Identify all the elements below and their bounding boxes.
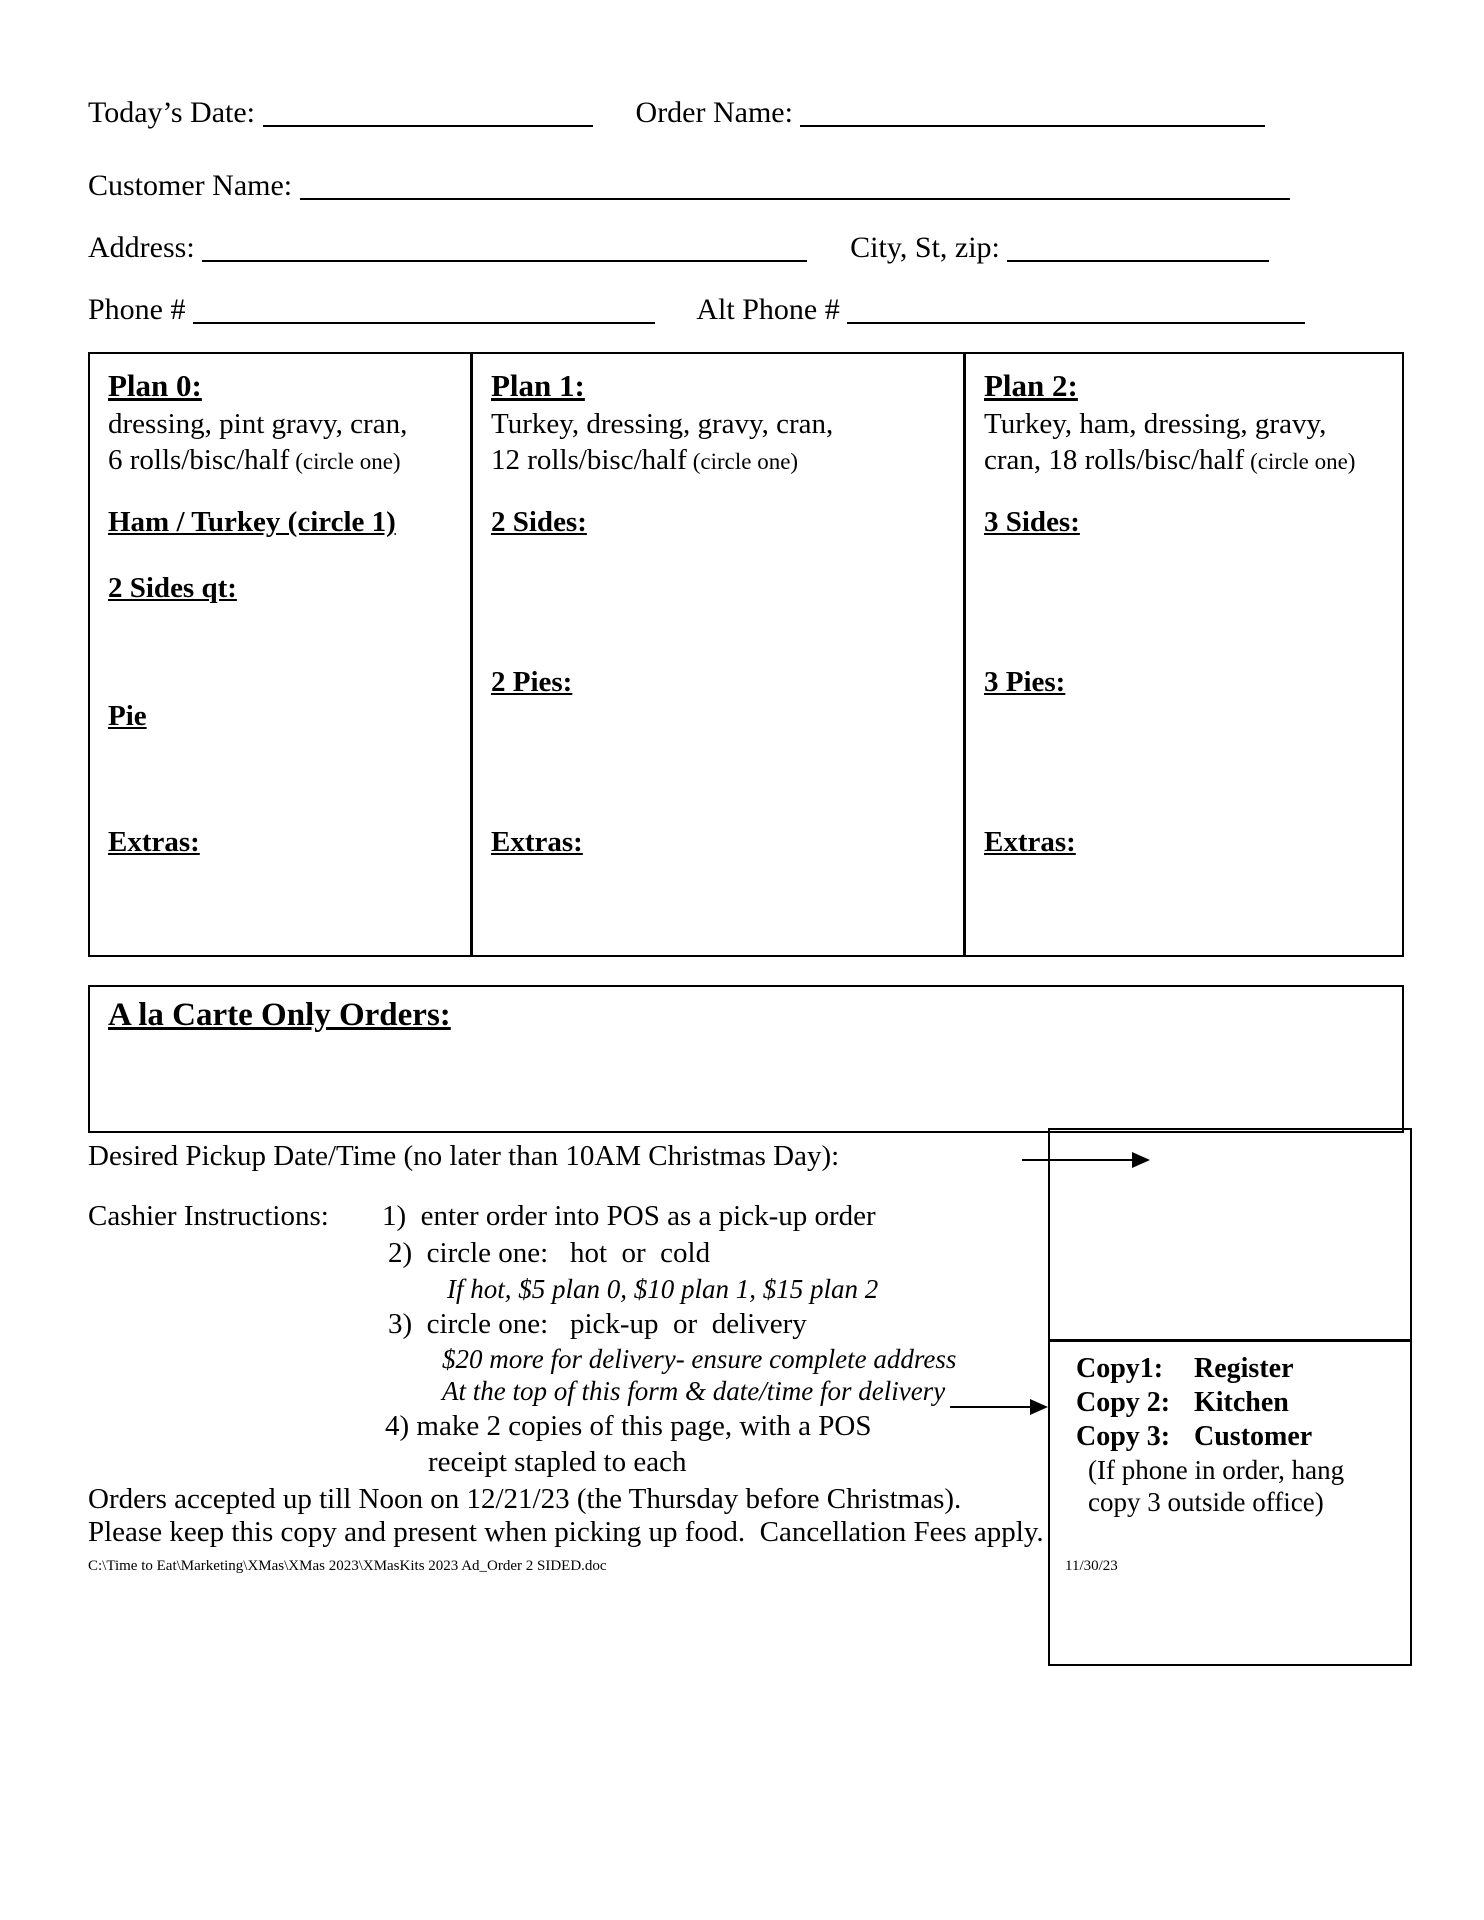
copies-note-line1: (If phone in order, hang bbox=[1088, 1455, 1345, 1485]
header-line-2 bbox=[88, 168, 1290, 203]
a-la-carte-box[interactable] bbox=[88, 985, 1404, 1133]
customer-name-blank[interactable] bbox=[300, 168, 1290, 200]
pickup-and-copies-box bbox=[1048, 1128, 1412, 1666]
copy3-value: Customer bbox=[1194, 1421, 1313, 1452]
plan-0-column bbox=[90, 354, 473, 955]
header-line-1 bbox=[88, 95, 1265, 130]
plan-1-column bbox=[473, 354, 966, 955]
order-name-blank[interactable] bbox=[800, 95, 1265, 127]
orders-deadline-note: Orders accepted up till Noon on 12/21/23 (the Thursday before Christmas). bbox=[88, 1483, 962, 1515]
copy1-value: Register bbox=[1194, 1353, 1294, 1384]
phone-label: Phone # bbox=[88, 293, 186, 326]
plan-0-description: dressing, pint gravy, cran, 6 rolls/bisc/half (circle one) bbox=[108, 408, 408, 476]
plan-2-description: Turkey, ham, dressing, gravy, cran, 18 rolls/bisc/half (circle one) bbox=[984, 408, 1356, 476]
order-name-label: Order Name: bbox=[635, 96, 793, 129]
alt-phone-label: Alt Phone # bbox=[696, 293, 840, 326]
file-path-footer: C:\Time to Eat\Marketing\XMas\XMas 2023\XMasKits 2023 Ad_Order 2 SIDED.doc bbox=[88, 1558, 607, 1574]
plan-2-circle-note: (circle one) bbox=[1250, 449, 1356, 474]
copy1-label: Copy1: bbox=[1076, 1353, 1164, 1384]
cashier-step-3-note-2: At the top of this form & date/time for delivery bbox=[442, 1376, 946, 1406]
cashier-step-4-cont: receipt stapled to each bbox=[428, 1446, 687, 1478]
plan-2-title: Plan 2: bbox=[984, 368, 1078, 403]
copy2-value: Kitchen bbox=[1194, 1387, 1289, 1418]
plan-0-pie-field[interactable]: Pie bbox=[108, 700, 147, 732]
footer-date: 11/30/23 bbox=[1065, 1558, 1118, 1574]
pickup-datetime-label: Desired Pickup Date/Time (no later than 10AM Christmas Day): bbox=[88, 1140, 840, 1172]
plan-0-sides-field[interactable]: 2 Sides qt: bbox=[108, 572, 237, 604]
address-label: Address: bbox=[88, 231, 195, 264]
cashier-step-4: 4) make 2 copies of this page, with a POS bbox=[385, 1410, 872, 1442]
plan-1-description: Turkey, dressing, gravy, cran, 12 rolls/bisc/half (circle one) bbox=[491, 408, 834, 476]
plan-1-sides-field[interactable]: 2 Sides: bbox=[491, 506, 587, 538]
plan-2-pies-field[interactable]: 3 Pies: bbox=[984, 666, 1066, 698]
copy2-line bbox=[1076, 1386, 1410, 1420]
plan-0-extras-field[interactable]: Extras: bbox=[108, 826, 200, 858]
plan-2-extras-field[interactable]: Extras: bbox=[984, 826, 1076, 858]
plan-1-circle-note: (circle one) bbox=[692, 449, 799, 474]
plan-1-pies-field[interactable]: 2 Pies: bbox=[491, 666, 573, 698]
plans-table bbox=[88, 352, 1404, 957]
copies-note-line2: copy 3 outside office) bbox=[1088, 1487, 1324, 1517]
cashier-step-3-note-1: $20 more for delivery- ensure complete address bbox=[442, 1344, 957, 1374]
header-line-4 bbox=[88, 292, 1305, 327]
plan-2-column bbox=[966, 354, 1402, 955]
cashier-instructions-label: Cashier Instructions: bbox=[88, 1200, 329, 1232]
alt-phone-blank[interactable] bbox=[847, 292, 1305, 324]
header-line-3 bbox=[88, 230, 1269, 265]
copy2-label: Copy 2: bbox=[1076, 1387, 1171, 1418]
keep-copy-note: Please keep this copy and present when picking up food. Cancellation Fees apply. bbox=[88, 1516, 1044, 1548]
arrow-right-copies-icon bbox=[950, 1393, 1050, 1421]
city-state-zip-label: City, St, zip: bbox=[850, 231, 1000, 264]
arrow-right-icon bbox=[1022, 1146, 1152, 1174]
copy3-label: Copy 3: bbox=[1076, 1421, 1171, 1452]
plan-2-sides-field[interactable]: 3 Sides: bbox=[984, 506, 1080, 538]
copies-info-cell bbox=[1050, 1342, 1410, 1664]
todays-date-blank[interactable] bbox=[263, 95, 593, 127]
todays-date-label: Today’s Date: bbox=[88, 96, 256, 129]
cashier-step-1: 1) enter order into POS as a pick-up order bbox=[382, 1200, 876, 1232]
plan-0-title: Plan 0: bbox=[108, 368, 202, 403]
city-state-zip-blank[interactable] bbox=[1007, 230, 1269, 262]
plan-1-extras-field[interactable]: Extras: bbox=[491, 826, 583, 858]
cashier-step-2-note: If hot, $5 plan 0, $10 plan 1, $15 plan 2 bbox=[447, 1274, 879, 1304]
copy1-line bbox=[1076, 1352, 1410, 1386]
plan-0-ham-turkey-field[interactable]: Ham / Turkey (circle 1) bbox=[108, 506, 396, 538]
plan-0-circle-note: (circle one) bbox=[295, 449, 401, 474]
customer-name-label: Customer Name: bbox=[88, 169, 293, 202]
plan-1-title: Plan 1: bbox=[491, 368, 585, 403]
address-blank[interactable] bbox=[202, 230, 807, 262]
a-la-carte-title: A la Carte Only Orders: bbox=[108, 997, 451, 1033]
copy3-line bbox=[1076, 1420, 1410, 1454]
cashier-step-2: 2) circle one: hot or cold bbox=[388, 1237, 711, 1269]
cashier-step-3: 3) circle one: pick-up or delivery bbox=[388, 1308, 807, 1340]
phone-blank[interactable] bbox=[193, 292, 655, 324]
